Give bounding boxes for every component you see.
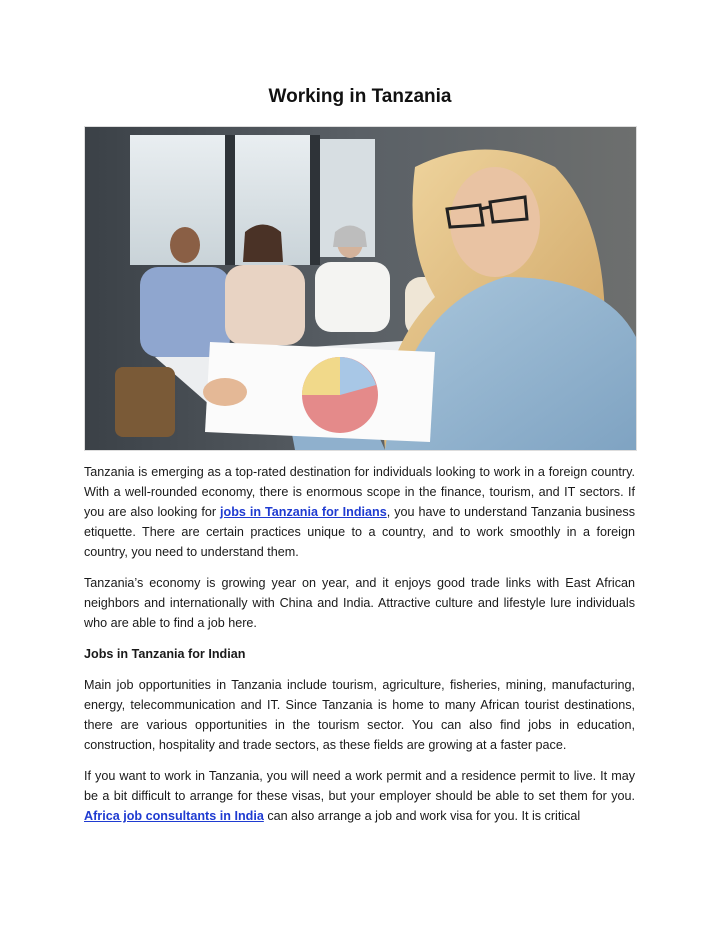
page-title: Working in Tanzania: [268, 86, 452, 107]
paragraph-2: Tanzania’s economy is growing year on year, and it enjoys good trade links with East African neighbors and internationally with China and India. Attractive culture and lifestyle lure individuals who are able to find a job here.: [84, 576, 635, 630]
paragraph-4-text-end: can also arrange a job and work visa for you. It is critical: [263, 809, 581, 823]
africa-job-consultants-link[interactable]: Africa job consultants in India: [84, 809, 264, 823]
paragraph-3: Main job opportunities in Tanzania include tourism, agriculture, fisheries, mining, manufacturing, energy, telecommunication and IT. Since Tanzania is home to many African tourist destinations, there are various opportunities in the tourism sector. You can also find jobs in education, construction, hospitality and trade sectors, as these fields are growing at a faster pace.: [84, 678, 635, 752]
paragraph-4-text-start: If you want to work in Tanzania, you will need a work permit and a residence permit to live. It may be a bit difficult to arrange for these visas, but your employer should be able to set them for you.: [84, 769, 635, 803]
section-heading: Jobs in Tanzania for Indian: [84, 647, 246, 661]
paragraph-1-text-start: Tanzania is emerging as a top-rated destination for individuals looking to work in a foreign country. With a well-rounded economy, there is enormous scope in the finance, tourism, and IT sectors. If you are also looking for: [84, 465, 635, 519]
article-body: [84, 462, 635, 837]
office-meeting-photo: [84, 126, 637, 451]
paragraph-4: [84, 766, 635, 826]
paragraph-1-text-end: , you have to understand Tanzania business etiquette. There are certain practices unique to a country, and to work smoothly in a foreign country, you need to understand them.: [84, 505, 635, 559]
jobs-in-tanzania-link[interactable]: jobs in Tanzania for Indians: [220, 505, 387, 519]
paragraph-1: [84, 462, 635, 562]
